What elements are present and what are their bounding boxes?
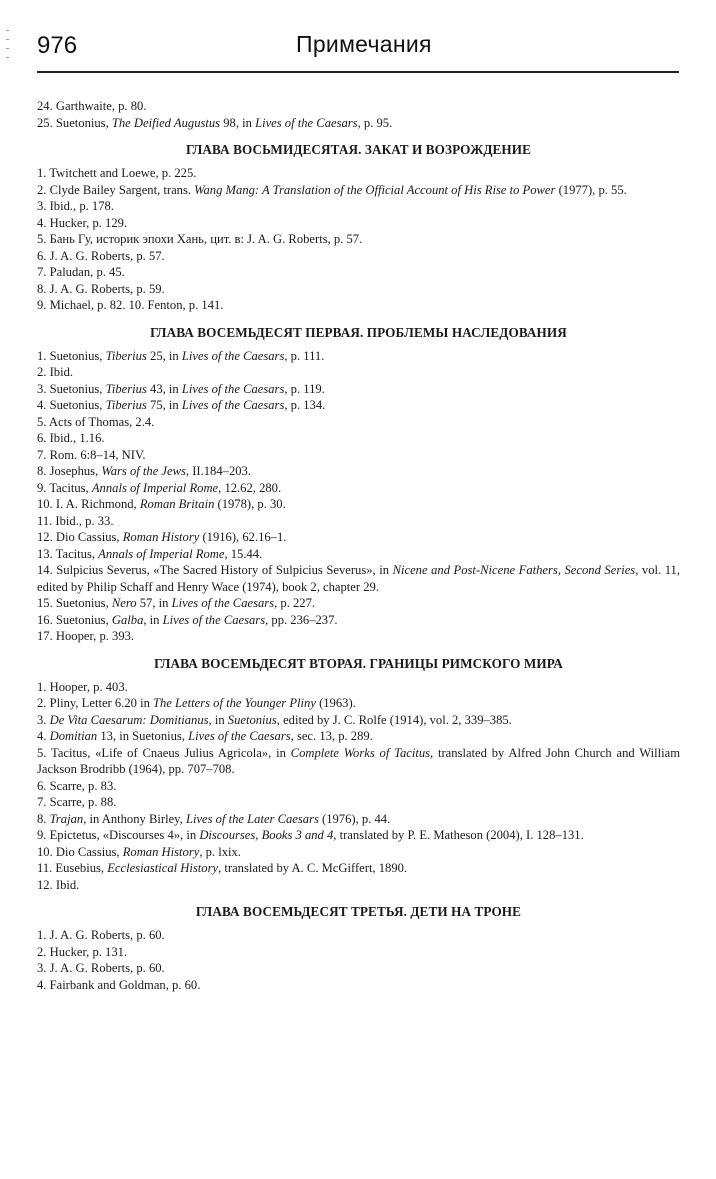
note-title-italic: Lives of the Caesars [255, 115, 358, 130]
note-text: (1916), 62.16–1. [199, 530, 287, 544]
note-text: 11. Ibid., p. 33. [37, 513, 114, 528]
note-text: 2. Ibid. [37, 365, 74, 379]
note-text: 9. Michael, p. 82. 10. Fenton, p. 141. [37, 298, 224, 312]
note-item [37, 612, 680, 629]
note-title-italic: Wang Mang: A Translation of the Official Account of His Rise to Power [194, 182, 556, 197]
note-item [37, 960, 680, 977]
note-text: 12. Ibid. [37, 877, 80, 892]
note-text: 12. Dio Cassius, [37, 530, 123, 544]
note-text: , translated by A. C. McGiffert, 1890. [218, 861, 408, 875]
note-item [37, 827, 680, 844]
note-title-italic: Trajan [49, 811, 84, 826]
note-text: 13. Tacitus, [37, 546, 99, 561]
note-item [37, 215, 680, 232]
note-text: 1. Suetonius, [37, 348, 106, 363]
note-text: 15. Suetonius, [37, 596, 112, 610]
note-item [37, 297, 680, 314]
note-item [37, 562, 680, 595]
note-item [37, 447, 680, 464]
note-title-italic: Roman Britain [139, 497, 215, 511]
note-text: , pp. 236–237. [265, 612, 338, 627]
note-text: , edited by J. C. Rolfe (1914), vol. 2, 339–385. [276, 712, 512, 727]
note-item [37, 513, 680, 530]
note-item [37, 927, 680, 944]
notes-list [37, 348, 680, 645]
note-title-italic: Ecclesiastical History [107, 861, 219, 875]
note-item [37, 348, 680, 365]
note-text: 25. Suetonius, [37, 115, 112, 130]
header-rule [37, 71, 679, 73]
note-item [37, 98, 680, 115]
note-text: 75, in [146, 398, 182, 412]
note-text: 1. Twitchett and Loewe, p. 225. [37, 166, 197, 180]
note-text: 3. Ibid., p. 178. [37, 199, 114, 213]
note-title-italic: The Deified Augustus [111, 115, 221, 130]
note-text: , p. 111. [284, 348, 325, 363]
notes-list [37, 165, 680, 314]
note-title-italic: Nero [111, 596, 137, 610]
notes-section [37, 325, 680, 645]
note-text: 98, in [220, 115, 256, 130]
note-item [37, 944, 680, 961]
margin-mark [6, 39, 9, 40]
margin-mark [6, 57, 9, 58]
note-text: , 15.44. [224, 546, 263, 561]
notes-list [37, 98, 680, 131]
note-text: , sec. 13, p. 289. [290, 729, 373, 743]
note-text: , p. 134. [284, 398, 326, 412]
note-item [37, 860, 680, 877]
note-text: 5. Бань Гу, историк эпохи Хань, цит. в: J. A. G. Roberts, p. 57. [37, 232, 363, 246]
notes-body [37, 98, 680, 993]
note-text: (1976), p. 44. [318, 811, 391, 826]
note-title-italic: Nicene and Post-Nicene Fathers, Second Series [392, 563, 636, 577]
note-title-italic: Complete Works of Tacitus [290, 745, 431, 760]
note-text: 5. Tacitus, «Life of Cnaeus Julius Agricola», in [37, 745, 291, 760]
note-item [37, 811, 680, 828]
note-text: 25, in [146, 348, 182, 363]
note-title-italic: Discourses, Books 3 and 4 [199, 828, 334, 842]
note-item [37, 381, 680, 398]
note-text: , II.184–203. [185, 464, 251, 478]
note-item [37, 496, 680, 513]
note-title-italic: Roman History [122, 844, 200, 859]
note-text: , p. 95. [357, 115, 393, 130]
note-text: 7. Rom. 6:8–14, NIV. [37, 447, 146, 462]
page-number: 976 [37, 32, 78, 59]
note-text: , vol. 11, edited by Philip Schaff and Henry Wace (1974), book 2, chapter 29. [37, 563, 680, 594]
note-text: 11. Eusebius, [37, 861, 108, 875]
note-title-italic: Lives of the Caesars [181, 381, 285, 396]
note-item [37, 712, 680, 729]
note-text: , 12.62, 280. [218, 480, 282, 495]
note-text: 8. J. A. G. Roberts, p. 59. [37, 281, 165, 296]
note-text: 17. Hooper, p. 393. [37, 629, 135, 643]
margin-mark [6, 48, 9, 49]
note-text: 6. Ibid., 1.16. [37, 431, 105, 445]
note-text: (1977), p. 55. [555, 182, 627, 197]
note-item [37, 877, 680, 894]
note-title-italic: Galba [111, 612, 144, 627]
note-text: 16. Suetonius, [37, 612, 112, 627]
note-text: 14. Sulpicius Severus, «The Sacred History of Sulpicius Severus», in [37, 563, 393, 577]
note-text: 2. Clyde Bailey Sargent, trans. [37, 182, 195, 197]
notes-section [37, 656, 680, 894]
note-text: 3. [37, 712, 50, 727]
note-title-italic: Annals of Imperial Rome [98, 546, 225, 561]
notes-list [37, 927, 680, 993]
note-text: 4. Suetonius, [37, 398, 106, 412]
note-title-italic: Lives of the Caesars [162, 612, 266, 627]
note-item [37, 115, 680, 132]
note-item [37, 778, 680, 795]
note-text: 2. Pliny, Letter 6.20 in [37, 696, 154, 710]
section-title: ГЛАВА ВОСЕМЬДЕСЯТ ТРЕТЬЯ. ДЕТИ НА ТРОНЕ [195, 904, 522, 919]
section-title: ГЛАВА ВОСЕМЬДЕСЯТ ПЕРВАЯ. ПРОБЛЕМЫ НАСЛЕДОВАНИЯ [150, 324, 567, 340]
note-item [37, 695, 680, 712]
notes-section [37, 904, 680, 993]
note-item [37, 463, 680, 480]
note-item [37, 248, 680, 265]
note-text: 2. Hucker, p. 131. [37, 944, 128, 959]
note-text: 24. Garthwaite, p. 80. [37, 99, 147, 113]
notes-list [37, 679, 680, 894]
note-item [37, 397, 680, 414]
note-text: (1978), p. 30. [214, 497, 286, 511]
note-item [37, 728, 680, 745]
note-text: 8. Josephus, [37, 464, 102, 478]
note-item [37, 414, 680, 431]
note-title-italic: Suetonius [227, 712, 277, 727]
note-text: , in [208, 712, 228, 727]
note-title-italic: Tiberius [105, 398, 147, 412]
note-text: 6. J. A. G. Roberts, p. 57. [37, 248, 165, 263]
note-text: , translated by P. E. Matheson (2004), I. 128–131. [333, 828, 584, 842]
note-item [37, 977, 680, 994]
note-item [37, 165, 680, 182]
note-title-italic: Wars of the Jews [101, 464, 186, 478]
note-text: 4. Hucker, p. 129. [37, 215, 128, 230]
note-item [37, 264, 680, 281]
notes-section [37, 142, 680, 314]
note-item [37, 281, 680, 298]
note-text: 5. Acts of Thomas, 2.4. [37, 414, 155, 429]
note-text: 6. Scarre, p. 83. [37, 778, 117, 793]
note-text: , translated by Alfred John Church and William Jackson Brodribb (1964), pp. 707–708. [37, 745, 680, 776]
note-text: 13, in Suetonius, [97, 729, 189, 743]
note-item [37, 231, 680, 248]
notes-section [37, 98, 680, 131]
note-item [37, 182, 680, 199]
note-text: 3. J. A. G. Roberts, p. 60. [37, 961, 165, 975]
note-text: 9. Tacitus, [37, 480, 92, 495]
note-text: , p. 227. [274, 596, 316, 610]
note-title-italic: Lives of the Caesars [181, 398, 285, 412]
note-text: 7. Scarre, p. 88. [37, 795, 117, 809]
note-title-italic: Domitian [49, 729, 98, 743]
note-text: 10. I. A. Richmond, [37, 497, 140, 511]
page-title: Примечания [296, 31, 432, 57]
margin-mark [6, 30, 9, 31]
note-title-italic: Tiberius [105, 381, 147, 396]
note-title-italic: Lives of the Caesars [188, 729, 291, 743]
note-text: (1963). [315, 696, 356, 710]
note-text: 10. Dio Cassius, [37, 844, 123, 859]
note-item [37, 745, 680, 778]
note-item [37, 198, 680, 215]
note-text: , in [143, 612, 163, 627]
note-title-italic: Roman History [122, 530, 200, 544]
note-text: 4. Fairbank and Goldman, p. 60. [37, 977, 201, 992]
note-title-italic: Tiberius [105, 348, 147, 363]
note-title-italic: Annals of Imperial Rome [91, 480, 219, 495]
note-text: 57, in [136, 596, 172, 610]
note-item [37, 844, 680, 861]
note-text: , p. lxix. [199, 844, 241, 859]
note-text: 1. J. A. G. Roberts, p. 60. [37, 928, 165, 942]
note-item [37, 679, 680, 696]
note-text: 7. Paludan, p. 45. [37, 265, 125, 279]
note-text: 8. [37, 811, 50, 826]
note-item [37, 529, 680, 546]
note-item [37, 628, 680, 645]
margin-marks [6, 30, 12, 66]
note-text: 43, in [146, 381, 182, 396]
note-item [37, 546, 680, 563]
note-text: 9. Epictetus, «Discourses 4», in [37, 828, 200, 842]
note-title-italic: Lives of the Caesars [181, 348, 285, 363]
note-text: 4. [37, 729, 50, 743]
note-title-italic: Lives of the Later Caesars [185, 811, 319, 826]
note-item [37, 430, 680, 447]
note-item [37, 595, 680, 612]
note-text: , p. 119. [284, 381, 325, 396]
section-title: ГЛАВА ВОСЬМИДЕСЯТАЯ. ЗАКАТ И ВОЗРОЖДЕНИЕ [185, 142, 532, 157]
section-title: ГЛАВА ВОСЕМЬДЕСЯТ ВТОРАЯ. ГРАНИЦЫ РИМСКОГО МИРА [154, 655, 563, 671]
note-item [37, 794, 680, 811]
note-title-italic: Lives of the Caesars [171, 596, 275, 610]
note-text: 1. Hooper, p. 403. [37, 679, 128, 694]
note-title-italic: The Letters of the Younger Pliny [153, 696, 316, 710]
note-text: 3. Suetonius, [37, 381, 106, 396]
note-item [37, 480, 680, 497]
note-title-italic: De Vita Caesarum: Domitianus [49, 712, 209, 727]
note-item [37, 364, 680, 381]
note-text: , in Anthony Birley, [83, 811, 186, 826]
